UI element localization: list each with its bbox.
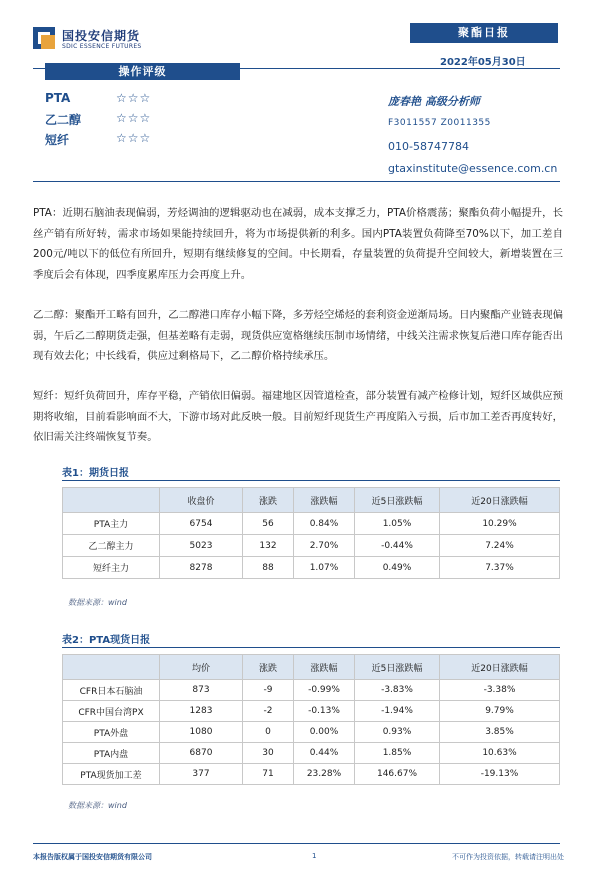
table-cell: -0.13% [294, 701, 355, 722]
rating-stars-icon: ☆☆☆ [116, 111, 152, 125]
table-cell: 短纤主力 [63, 557, 160, 579]
footer-divider [33, 843, 560, 844]
table1-source: 数据来源：wind [68, 598, 127, 607]
table-cell: 0.49% [355, 557, 440, 579]
rating-item-name: 乙二醇 [45, 113, 82, 127]
table-cell: PTA内盘 [63, 743, 160, 764]
analyst-phone: 010-58747784 [388, 140, 469, 153]
pta-commentary: PTA：近期石脑油表现偏弱，芳烃调油的逻辑驱动也在减弱，成本支撑乏力，PTA价格震荡；聚酯负荷小幅提升，长丝产销有所好转，需求市场如果能持续回升，将为市场提供新的利多。国内PTA装置负荷降至70%以下，加工差自200元/吨以下的低位有所回升，短期有继续修复的空间。中长期看，存量装置的负荷提升空间较大，新增装置在三季度后会有体现，四季度累库压力会再度上升。 [33, 207, 563, 281]
table-cell: PTA主力 [63, 513, 160, 535]
table-cell: 1283 [160, 701, 243, 722]
table-cell: -9 [243, 680, 294, 701]
table-cell: 10.63% [440, 743, 560, 764]
analyst-name: 庞春艳 高级分析师 [388, 95, 480, 108]
rating-item-name: PTA [45, 91, 71, 105]
table-cell: 56 [243, 513, 294, 535]
table1-rule [62, 480, 560, 481]
table-cell: 10.29% [440, 513, 560, 535]
table-cell: 23.28% [294, 764, 355, 785]
table-cell: 1.07% [294, 557, 355, 579]
company-name-cn: 国投安信期货 [62, 29, 141, 43]
table-cell: 7.37% [440, 557, 560, 579]
company-logo-icon [33, 27, 55, 49]
table-header-cell: 涨跌 [243, 655, 294, 680]
table-cell: PTA外盘 [63, 722, 160, 743]
table-cell: 30 [243, 743, 294, 764]
table-row [63, 680, 560, 701]
table-cell: 71 [243, 764, 294, 785]
company-name-en: SDIC ESSENCE FUTURES [62, 43, 142, 50]
table-header-cell: 近20日涨跌幅 [440, 488, 560, 513]
table-cell: 0.84% [294, 513, 355, 535]
analyst-email-link[interactable]: gtaxinstitute@essence.com.cn [388, 162, 558, 175]
table-header-cell: 近20日涨跌幅 [440, 655, 560, 680]
table-header-row [63, 488, 560, 513]
table-cell: 0.00% [294, 722, 355, 743]
table-cell: 146.67% [355, 764, 440, 785]
table-row [63, 535, 560, 557]
table-cell: CFR中国台湾PX [63, 701, 160, 722]
table-cell: 132 [243, 535, 294, 557]
rating-title: 操作评级 [45, 63, 240, 80]
rating-item-name: 短纤 [45, 133, 70, 147]
table-row [63, 743, 560, 764]
table-cell: -0.44% [355, 535, 440, 557]
table-cell: 9.79% [440, 701, 560, 722]
table-header-cell: 涨跌 [243, 488, 294, 513]
table-cell: 1.05% [355, 513, 440, 535]
footer-disclaimer: 不可作为投资依据，转载请注明出处 [452, 853, 564, 861]
table-header-cell: 收盘价 [160, 488, 243, 513]
rating-stars-icon: ☆☆☆ [116, 131, 152, 145]
table1-title: 表1：期货日报 [62, 468, 129, 479]
table-cell: -1.94% [355, 701, 440, 722]
table-cell: 1.85% [355, 743, 440, 764]
table-row [63, 513, 560, 535]
table-header-cell: 涨跌幅 [294, 655, 355, 680]
table-cell: -2 [243, 701, 294, 722]
table-cell: 873 [160, 680, 243, 701]
rating-stars-icon: ☆☆☆ [116, 91, 152, 105]
table-cell: -19.13% [440, 764, 560, 785]
table-cell: -3.83% [355, 680, 440, 701]
analyst-registration: F3011557 Z0011355 [388, 118, 491, 128]
table-cell: -3.38% [440, 680, 560, 701]
report-type-banner: 聚酯日报 [410, 23, 558, 43]
footer-copyright: 本报告版权属于国投安信期货有限公司 [33, 853, 152, 861]
page-number: 1 [312, 852, 317, 860]
report-date: 2022年05月30日 [440, 57, 526, 68]
meg-commentary: 乙二醇：聚酯开工略有回升，乙二醇港口库存小幅下降，多芳烃空烯烃的套利资金逆渐局场。日内聚酯产业链表现偏弱，午后乙二醇期货走强，但基差略有走弱，现货供应宽格继续压制市场情绪，中线关注需求恢复后港口库存能否出现有效去化；中长线看，供应过剩格局下，乙二醇价格持续承压。 [33, 309, 563, 362]
psf-commentary: 短纤：短纤负荷回升，库存平稳，产销依旧偏弱。福建地区因管道检查，部分装置有减产检修计划，短纤区域供应预期将收缩，目前看影响面不大，下游市场对此反映一般。目前短纤现货生产再度陷入亏损，后市加工差否再度转好，依旧需关注终端恢复节奏。 [33, 390, 563, 443]
table-row [63, 557, 560, 579]
table2-title: 表2：PTA现货日报 [62, 635, 151, 646]
table-header-cell: 近5日涨跌幅 [355, 655, 440, 680]
table-row [63, 764, 560, 785]
table-cell: 0.93% [355, 722, 440, 743]
table-cell: 乙二醇主力 [63, 535, 160, 557]
table-cell: 1080 [160, 722, 243, 743]
table-header-cell: 均价 [160, 655, 243, 680]
table-header-cell [63, 488, 160, 513]
table-cell: PTA现货加工差 [63, 764, 160, 785]
futures-table [62, 487, 560, 579]
table-header-cell: 涨跌幅 [294, 488, 355, 513]
table-header-row [63, 655, 560, 680]
table-cell: 0.44% [294, 743, 355, 764]
table-cell: 5023 [160, 535, 243, 557]
table-cell: 3.85% [440, 722, 560, 743]
table-cell: CFR日本石脑油 [63, 680, 160, 701]
table-row [63, 722, 560, 743]
table-cell: 7.24% [440, 535, 560, 557]
table-cell: 377 [160, 764, 243, 785]
table-cell: -0.99% [294, 680, 355, 701]
table2-source: 数据来源：wind [68, 801, 127, 810]
table-header-cell [63, 655, 160, 680]
table-cell: 6870 [160, 743, 243, 764]
table-cell: 88 [243, 557, 294, 579]
table-cell: 8278 [160, 557, 243, 579]
table-cell: 6754 [160, 513, 243, 535]
pta-spot-table [62, 654, 560, 785]
section-divider [33, 181, 560, 182]
table-row [63, 701, 560, 722]
table-cell: 2.70% [294, 535, 355, 557]
table2-rule [62, 647, 560, 648]
table-cell: 0 [243, 722, 294, 743]
table-header-cell: 近5日涨跌幅 [355, 488, 440, 513]
